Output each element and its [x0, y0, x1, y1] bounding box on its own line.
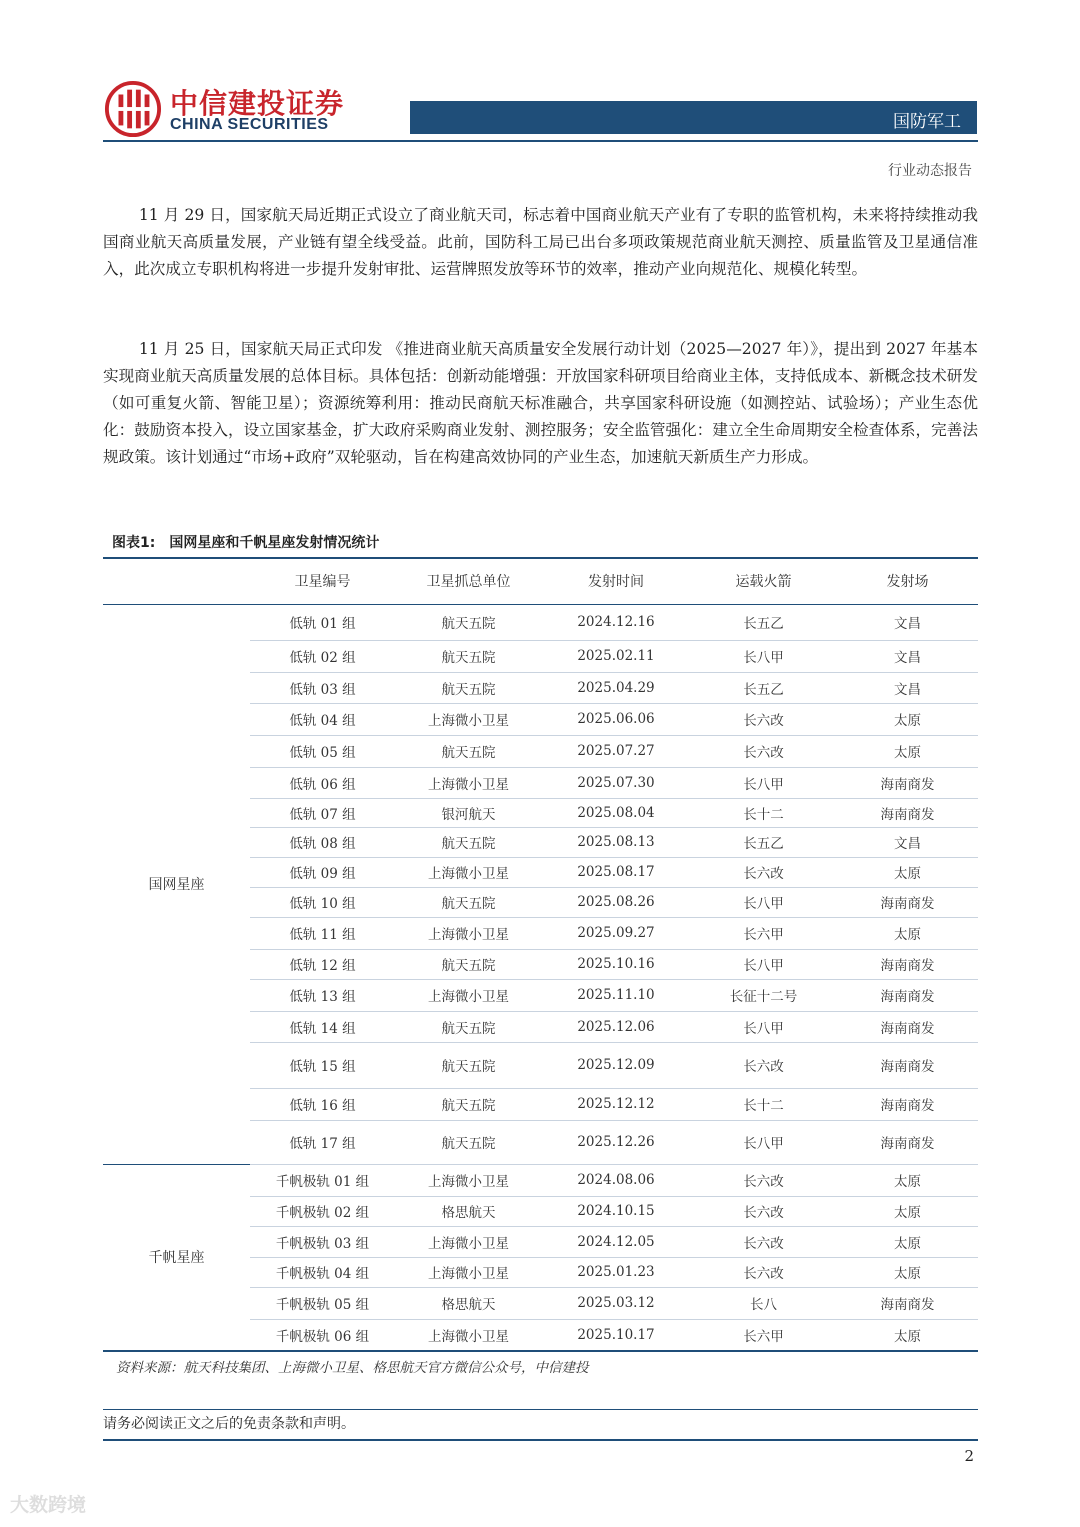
paragraph-1: 11 月 29 日，国家航天局近期正式设立了商业航天司，标志着中国商业航天产业有了专职的监管机构，未来将持续推动我国商业航天高质量发展，产业链有望全线受益。此前，国防科工局已出台多项政策规范商业航天测控、质量监管及卫星通信准入，此次成立专职机构将进一步提升发射审批、运营牌照发放等环节的效率，推动产业向规范化、规模化转型。 — [103, 206, 978, 278]
table-cell: 低轨 06 组 — [250, 767, 395, 798]
page-number: 2 — [964, 1447, 974, 1465]
table-cell: 上海微小卫星 — [395, 767, 542, 798]
table-cell: 长十二 — [690, 1088, 837, 1120]
table-cell: 长五乙 — [690, 672, 837, 703]
table-cell: 文昌 — [837, 604, 978, 640]
table-cell: 长六改 — [690, 703, 837, 735]
table-cell: 低轨 17 组 — [250, 1120, 395, 1164]
table-cell: 低轨 04 组 — [250, 703, 395, 735]
table-cell: 航天五院 — [395, 735, 542, 767]
table-cell: 长六甲 — [690, 1319, 837, 1351]
table-cell: 2024.12.16 — [542, 604, 690, 640]
table-cell: 太原 — [837, 1319, 978, 1351]
table-cell: 千帆极轨 03 组 — [250, 1226, 395, 1257]
table-cell: 低轨 05 组 — [250, 735, 395, 767]
table-cell: 2024.08.06 — [542, 1164, 690, 1196]
table-cell: 海南商发 — [837, 1042, 978, 1088]
table-cell: 太原 — [837, 1226, 978, 1257]
table-cell: 2025.10.16 — [542, 949, 690, 979]
group-guowang — [103, 604, 978, 1164]
table-cell: 低轨 12 组 — [250, 949, 395, 979]
column-header: 发射场 — [886, 574, 929, 591]
table-cell: 长五乙 — [690, 604, 837, 640]
table-cell: 2025.08.17 — [542, 857, 690, 887]
table-cell: 格思航天 — [395, 1196, 542, 1226]
group-name: 千帆星座 — [148, 1250, 205, 1267]
table-cell: 长六改 — [690, 1226, 837, 1257]
table-cell: 上海微小卫星 — [395, 1257, 542, 1287]
group-name: 国网星座 — [148, 877, 205, 893]
table-cell: 上海微小卫星 — [395, 979, 542, 1011]
table-cell: 低轨 01 组 — [250, 604, 395, 640]
table-cell: 低轨 15 组 — [250, 1042, 395, 1088]
table-cell: 海南商发 — [837, 1011, 978, 1042]
table-cell: 长六甲 — [690, 917, 837, 949]
table-cell: 长八甲 — [690, 887, 837, 917]
column-header: 卫星抓总单位 — [426, 574, 511, 591]
disclaimer: 请务必阅读正文之后的免责条款和声明。 — [103, 1409, 978, 1441]
table-cell: 低轨 10 组 — [250, 887, 395, 917]
table-cell: 长征十二号 — [690, 979, 837, 1011]
table-cell: 海南商发 — [837, 767, 978, 798]
table-cell: 航天五院 — [395, 1120, 542, 1164]
figure-caption: 国网星座和千帆星座发射情况统计 — [169, 535, 380, 551]
table-cell: 千帆极轨 05 组 — [250, 1287, 395, 1319]
table-cell: 银河航天 — [395, 798, 542, 827]
table-cell: 航天五院 — [395, 1011, 542, 1042]
table-cell: 2025.12.12 — [542, 1088, 690, 1120]
table-cell: 长十二 — [690, 798, 837, 827]
table-cell: 长六改 — [690, 857, 837, 887]
table-cell: 航天五院 — [395, 672, 542, 703]
table-cell: 海南商发 — [837, 1287, 978, 1319]
table-cell: 海南商发 — [837, 887, 978, 917]
table-cell: 长六改 — [690, 1164, 837, 1196]
source-note: 资料来源：航天科技集团、上海微小卫星、格思航天官方微信公众号，中信建投 — [116, 1360, 589, 1376]
table-header-row — [103, 558, 978, 604]
table-cell: 低轨 11 组 — [250, 917, 395, 949]
table-cell: 低轨 09 组 — [250, 857, 395, 887]
table-cell: 低轨 03 组 — [250, 672, 395, 703]
table-cell: 航天五院 — [395, 640, 542, 672]
table-cell: 2025.12.26 — [542, 1120, 690, 1164]
table-cell: 海南商发 — [837, 1088, 978, 1120]
table-cell: 低轨 02 组 — [250, 640, 395, 672]
table-cell: 海南商发 — [837, 979, 978, 1011]
table-cell: 航天五院 — [395, 887, 542, 917]
company-logo — [104, 80, 162, 138]
launch-table — [103, 557, 978, 1352]
table-cell: 文昌 — [837, 640, 978, 672]
figure-label: 图表1: — [112, 535, 156, 551]
table-cell: 2025.08.26 — [542, 887, 690, 917]
table-cell: 海南商发 — [837, 949, 978, 979]
table-cell: 上海微小卫星 — [395, 917, 542, 949]
column-header: 运载火箭 — [735, 574, 792, 591]
table-cell: 上海微小卫星 — [395, 1226, 542, 1257]
column-header — [103, 558, 250, 604]
table-cell: 2025.03.12 — [542, 1287, 690, 1319]
table-cell: 千帆极轨 06 组 — [250, 1319, 395, 1351]
table-cell: 2025.02.11 — [542, 640, 690, 672]
table-cell: 低轨 16 组 — [250, 1088, 395, 1120]
brand-name-cn: 中信建投证券 — [170, 87, 345, 120]
table-cell: 长六改 — [690, 1042, 837, 1088]
table-cell: 海南商发 — [837, 798, 978, 827]
table-cell: 太原 — [837, 735, 978, 767]
table-cell: 格思航天 — [395, 1287, 542, 1319]
table-cell: 2025.07.27 — [542, 735, 690, 767]
report-type: 行业动态报告 — [888, 163, 972, 179]
table-cell: 航天五院 — [395, 604, 542, 640]
table-cell: 2025.07.30 — [542, 767, 690, 798]
paragraph-2: 11 月 25 日，国家航天局正式印发 《推进商业航天高质量安全发展行动计划（2025—2027 年）》，提出到 2027 年基本实现商业航天高质量发展的总体目标。具体包括：创新动能增强：开放国家科研项目给商业主体，支持低成本、新概念技术研发（如可重复火箭、智能卫星）；资源统筹利用：推动民商航天标准融合，共享国家科研设施（如测控站、试验场）；产业生态优化：鼓励资本投入，设立国家基金，扩大政府采购商业发射、测控服务；安全监管强化：建立全生命周期安全检查体系，完善法规政策。该计划通过“市场+政府”双轮驱动，旨在构建高效协同的产业生态，加速航天新质生产力形成。 — [103, 340, 978, 466]
table-cell: 2025.10.17 — [542, 1319, 690, 1351]
table-cell: 太原 — [837, 1164, 978, 1196]
table-cell: 太原 — [837, 917, 978, 949]
table-cell: 2025.12.06 — [542, 1011, 690, 1042]
table-cell: 低轨 07 组 — [250, 798, 395, 827]
data-table — [103, 557, 978, 1352]
sector-label: 国防军工 — [893, 112, 961, 132]
group-qianfan — [103, 1164, 978, 1351]
table-cell: 长八甲 — [690, 1011, 837, 1042]
figure-title — [112, 532, 393, 552]
table-cell: 2025.06.06 — [542, 703, 690, 735]
table-cell: 长八甲 — [690, 1120, 837, 1164]
table-cell: 2025.09.27 — [542, 917, 690, 949]
brand-name-en: CHINA SECURITIES — [170, 116, 329, 133]
table-cell: 太原 — [837, 703, 978, 735]
table-cell: 上海微小卫星 — [395, 1164, 542, 1196]
header-rule — [103, 140, 978, 142]
table-cell: 2025.11.10 — [542, 979, 690, 1011]
table-cell: 文昌 — [837, 672, 978, 703]
table-cell: 长八甲 — [690, 640, 837, 672]
table-cell: 2025.01.23 — [542, 1257, 690, 1287]
table-cell: 航天五院 — [395, 949, 542, 979]
table-cell: 低轨 14 组 — [250, 1011, 395, 1042]
table-cell: 航天五院 — [395, 1088, 542, 1120]
table-row — [103, 604, 978, 640]
table-cell: 上海微小卫星 — [395, 1319, 542, 1351]
table-cell: 低轨 13 组 — [250, 979, 395, 1011]
table-cell: 太原 — [837, 1257, 978, 1287]
table-cell: 长五乙 — [690, 827, 837, 857]
table-cell: 2025.12.09 — [542, 1042, 690, 1088]
table-cell: 航天五院 — [395, 827, 542, 857]
table-cell: 航天五院 — [395, 1042, 542, 1088]
table-cell: 长六改 — [690, 735, 837, 767]
table-cell: 文昌 — [837, 827, 978, 857]
table-cell: 上海微小卫星 — [395, 857, 542, 887]
table-cell: 长八甲 — [690, 949, 837, 979]
table-row — [103, 1164, 978, 1196]
table-cell: 长六改 — [690, 1257, 837, 1287]
table-cell: 2025.08.04 — [542, 798, 690, 827]
column-header: 卫星编号 — [294, 574, 351, 591]
table-cell: 上海微小卫星 — [395, 703, 542, 735]
table-cell: 2025.08.13 — [542, 827, 690, 857]
sector-banner — [410, 101, 977, 134]
table-cell: 太原 — [837, 1196, 978, 1226]
table-cell: 2024.10.15 — [542, 1196, 690, 1226]
watermark: 大数跨境 — [10, 1494, 87, 1516]
table-cell: 长八 — [690, 1287, 837, 1319]
table-cell: 海南商发 — [837, 1120, 978, 1164]
table-cell: 2025.04.29 — [542, 672, 690, 703]
table-cell: 太原 — [837, 857, 978, 887]
table-cell: 低轨 08 组 — [250, 827, 395, 857]
column-header: 发射时间 — [588, 574, 644, 591]
table-cell: 千帆极轨 02 组 — [250, 1196, 395, 1226]
table-cell: 长六改 — [690, 1196, 837, 1226]
table-cell: 长八甲 — [690, 767, 837, 798]
table-cell: 千帆极轨 01 组 — [250, 1164, 395, 1196]
table-cell: 千帆极轨 04 组 — [250, 1257, 395, 1287]
table-cell: 2024.12.05 — [542, 1226, 690, 1257]
